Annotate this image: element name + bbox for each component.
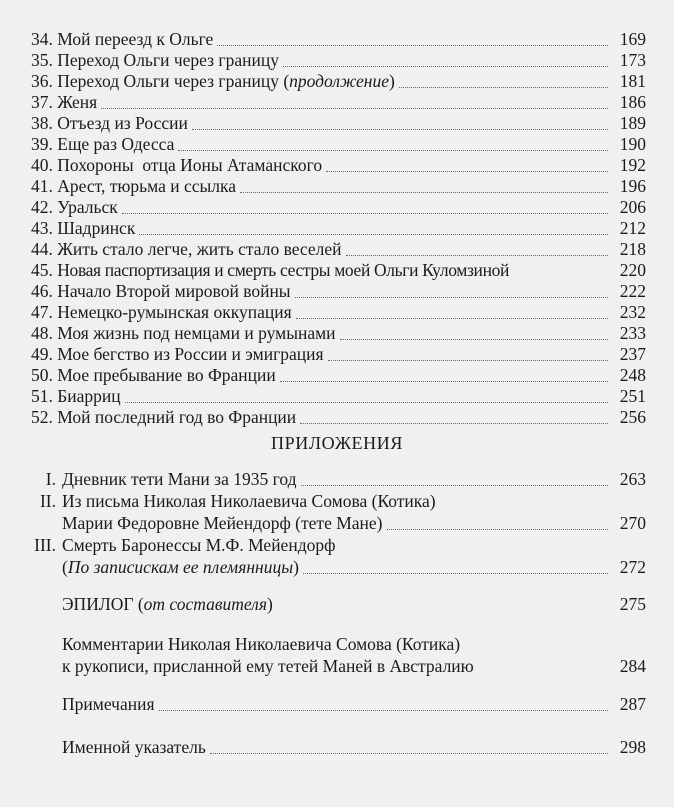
entry-number: 42. [31, 197, 53, 217]
commentary-entry-line1[interactable]: Комментарии Николая Николаевича Сомова (Котика) [62, 634, 461, 654]
toc-entry-45[interactable] [31, 259, 646, 281]
entry-number: 50. [31, 365, 53, 385]
entry-title: Женя [57, 92, 98, 112]
entry-title: Мой последний год во Франции [57, 407, 297, 427]
entry-title: к рукописи, присланной ему тетей Маней в Австралию [62, 656, 474, 676]
entry-title-italic: продолжение [289, 71, 389, 91]
entry-number: 41. [31, 176, 53, 196]
entry-page: 237 [619, 344, 646, 364]
entry-title-close: ) [293, 557, 299, 577]
entry-number: 49. [31, 344, 53, 364]
entry-number: 48. [31, 323, 53, 343]
entry-page: 232 [619, 302, 646, 322]
entry-title: Примечания [62, 694, 155, 714]
appendix-numeral-3: III. [34, 535, 56, 555]
entry-page: 298 [619, 737, 646, 757]
dot-leader [101, 107, 608, 109]
entry-title: Переход Ольги через границу [57, 50, 279, 70]
toc-entry-42[interactable] [31, 196, 646, 218]
dot-leader [346, 254, 608, 256]
appendix-heading: ПРИЛОЖЕНИЯ [271, 433, 403, 453]
entry-title: Начало Второй мировой войны [57, 281, 291, 301]
entry-page: 220 [619, 260, 646, 280]
toc-entry-39[interactable] [31, 133, 646, 155]
entry-title: Арест, тюрьма и ссылка [57, 176, 237, 196]
entry-number: 34. [31, 29, 53, 49]
entry-title [62, 556, 303, 578]
epilogue-entry[interactable] [62, 593, 646, 615]
dot-leader [340, 338, 608, 340]
entry-title-text: ЭПИЛОГ ( [62, 594, 144, 614]
entry-page: 189 [619, 113, 646, 133]
entry-page: 173 [619, 50, 646, 70]
entry-title [57, 70, 399, 92]
entry-title-end: ) [389, 71, 395, 91]
entry-page: 190 [619, 134, 646, 154]
entry-title [62, 593, 277, 615]
appendix-numeral-2: II. [39, 491, 56, 511]
toc-entry-48[interactable] [31, 322, 646, 344]
dot-leader [283, 65, 608, 67]
dot-leader [240, 191, 608, 193]
dot-leader [178, 149, 608, 151]
toc-entry-49[interactable] [31, 343, 646, 365]
appendix-entry-1[interactable] [62, 468, 646, 490]
toc-entry-46[interactable] [31, 280, 646, 302]
entry-title: Мое бегство из России и эмиграция [57, 344, 324, 364]
entry-title-end: ) [266, 594, 273, 614]
appendix-entry-3-line1[interactable]: Смерть Баронессы М.Ф. Мейендорф [62, 535, 336, 555]
toc-entry-37[interactable] [31, 91, 646, 113]
toc-entry-41[interactable] [31, 175, 646, 197]
dot-leader [328, 359, 608, 361]
toc-entry-34[interactable] [31, 28, 646, 50]
entry-page: 218 [619, 239, 646, 259]
notes-entry[interactable] [62, 693, 646, 715]
entry-title: Еще раз Одесса [57, 134, 175, 154]
dot-leader [125, 401, 608, 403]
entry-page: 275 [619, 594, 646, 614]
dot-leader [277, 610, 608, 611]
entry-page: 186 [619, 92, 646, 112]
entry-page: 181 [619, 71, 646, 91]
toc-entry-47[interactable] [31, 301, 646, 323]
appendix-entry-2[interactable] [62, 512, 646, 534]
toc-entry-43[interactable] [31, 217, 646, 239]
entry-title: Дневник тети Мани за 1935 год [62, 469, 297, 489]
appendix-entry-2-line1[interactable]: Из письма Николая Николаевича Сомова (Котика) [62, 491, 436, 511]
entry-page: 196 [619, 176, 646, 196]
entry-title: Шадринск [57, 218, 136, 238]
dot-leader [217, 44, 608, 46]
entry-title: Мой переезд к Ольге [57, 29, 214, 49]
entry-title: Отъезд из России [57, 113, 188, 133]
entry-title: Новая паспортизация и смерть сестры моей Ольги Куломзиной [57, 260, 509, 280]
entry-page: 192 [619, 155, 646, 175]
entry-number: 40. [31, 155, 53, 175]
entry-page: 287 [619, 694, 646, 714]
entry-number: 51. [31, 386, 53, 406]
entry-title: Жить стало легче, жить стало веселей [57, 239, 342, 259]
toc-entry-51[interactable] [31, 385, 646, 407]
entry-page: 284 [619, 656, 646, 676]
dot-leader [159, 709, 608, 711]
entry-page: 263 [619, 469, 646, 489]
entry-page: 212 [619, 218, 646, 238]
entry-number: 44. [31, 239, 53, 259]
entry-page: 248 [619, 365, 646, 385]
entry-title: Похороны отца Ионы Атаманского [57, 155, 323, 175]
commentary-entry[interactable] [62, 655, 646, 677]
dot-leader [478, 672, 608, 673]
entry-page: 251 [619, 386, 646, 406]
entry-number: 52. [31, 407, 53, 427]
toc-entry-38[interactable] [31, 112, 646, 134]
entry-title: Мое пребывание во Франции [57, 365, 276, 385]
dot-leader [122, 212, 608, 214]
entry-number: 46. [31, 281, 53, 301]
entry-title-open: ( [62, 557, 68, 577]
dot-leader [301, 484, 609, 486]
entry-title: Биарриц [57, 386, 121, 406]
entry-number: 47. [31, 302, 53, 322]
dot-leader [399, 86, 608, 88]
entry-title-italic: от составителя [143, 594, 267, 614]
dot-leader [387, 528, 608, 530]
entry-title-italic: По записискам ее племянницы [67, 557, 294, 577]
entry-title: Именной указатель [62, 737, 206, 757]
entry-title: Уральск [57, 197, 118, 217]
entry-number: 35. [31, 50, 53, 70]
index-entry[interactable] [62, 736, 646, 758]
entry-number: 37. [31, 92, 53, 112]
dot-leader [296, 317, 608, 319]
entry-number: 38. [31, 113, 53, 133]
entry-page: 270 [619, 513, 646, 533]
dot-leader [139, 233, 608, 235]
entry-page: 272 [619, 557, 646, 577]
entry-page: 256 [619, 407, 646, 427]
entry-number: 45. [31, 260, 53, 280]
entry-page: 206 [619, 197, 646, 217]
entry-title: Моя жизнь под немцами и румынами [57, 323, 336, 343]
toc-entry-36[interactable] [31, 70, 646, 92]
entry-number: 36. [31, 71, 53, 91]
appendix-numeral-1: I. [45, 469, 56, 489]
appendix-entry-3[interactable] [62, 556, 646, 578]
toc-entry-44[interactable] [31, 238, 646, 260]
dot-leader [295, 296, 608, 298]
entry-page: 233 [619, 323, 646, 343]
dot-leader [303, 572, 608, 574]
toc-entry-52[interactable] [31, 406, 646, 428]
entry-page: 222 [619, 281, 646, 301]
entry-title-text: Переход Ольги через границу ( [57, 71, 290, 91]
entry-number: 43. [31, 218, 53, 238]
entry-title: Марии Федоровне Мейендорф (тете Мане) [62, 513, 383, 533]
dot-leader [192, 128, 608, 130]
entry-number: 39. [31, 134, 53, 154]
entry-page: 169 [619, 29, 646, 49]
toc-entry-35[interactable] [31, 49, 646, 71]
toc-entry-50[interactable] [31, 364, 646, 386]
entry-title: Немецко-румынская оккупация [57, 302, 292, 322]
dot-leader [326, 170, 608, 172]
dot-leader [300, 422, 608, 424]
dot-leader [280, 380, 608, 382]
dot-leader [210, 752, 608, 754]
toc-entry-40[interactable] [31, 154, 646, 176]
